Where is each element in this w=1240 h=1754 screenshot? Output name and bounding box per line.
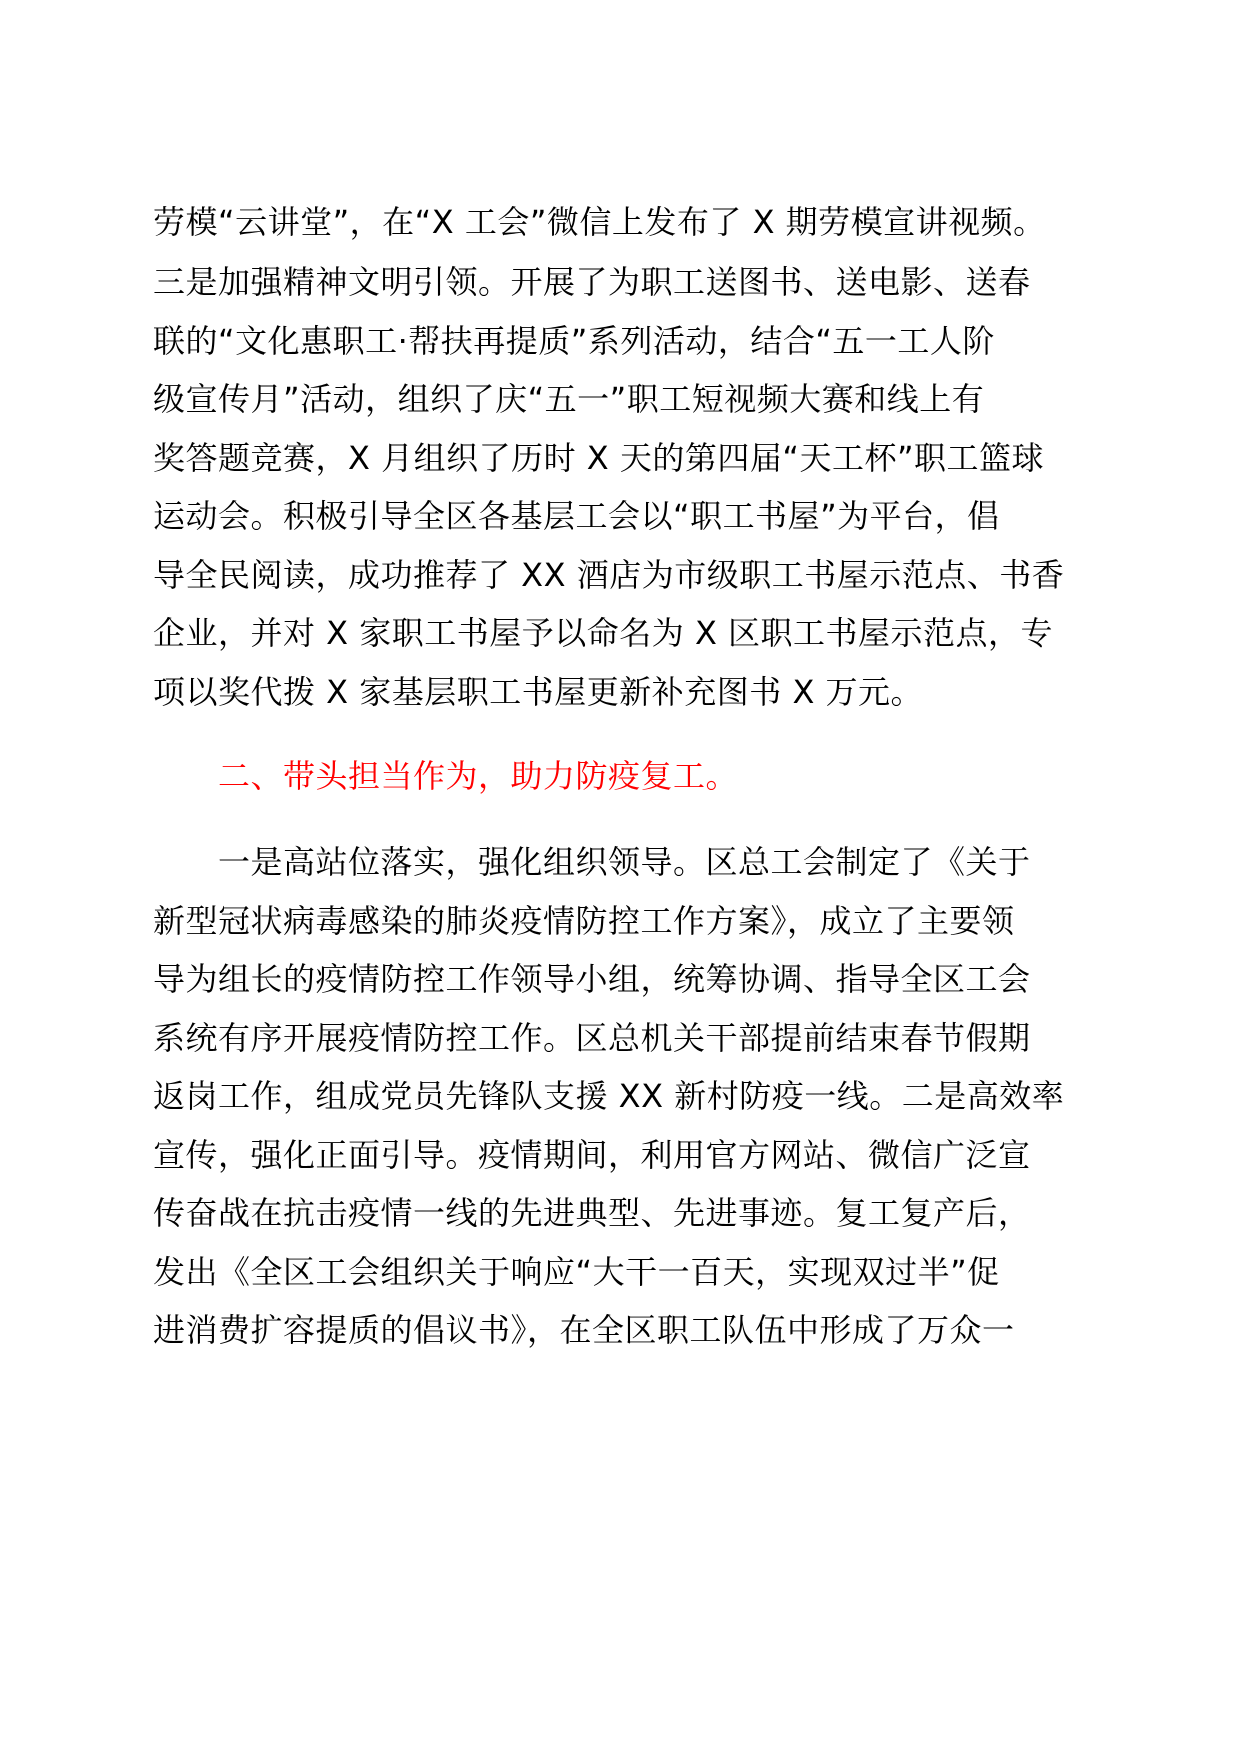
paragraph-line: 返岗工作，组成党员先锋队支援 XX 新村防疫一线。二是高效率 bbox=[153, 1077, 1065, 1115]
paragraph-line: 企业，并对 X 家职工书屋予以命名为 X 区职工书屋示范点，专 bbox=[153, 614, 1054, 652]
paragraph-line: 联的“文化惠职工·帮扶再提质”系列活动，结合“五一工人阶 bbox=[153, 322, 995, 360]
paragraph-line: 劳模“云讲堂”，在“X 工会”微信上发布了 X 期劳模宣讲视频。 bbox=[153, 203, 1046, 241]
paragraph-line: 级宣传月”活动，组织了庆“五一”职工短视频大赛和线上有 bbox=[153, 380, 985, 418]
paragraph-line: 运动会。积极引导全区各基层工会以“职工书屋”为平台，倡 bbox=[153, 497, 1000, 535]
paragraph-line: 奖答题竞赛，X 月组织了历时 X 天的第四届“天工杯”职工篮球 bbox=[153, 439, 1045, 477]
paragraph-line: 新型冠状病毒感染的肺炎疫情防控工作方案》，成立了主要领 bbox=[153, 902, 1015, 940]
paragraph-line: 导全民阅读，成功推荐了 XX 酒店为市级职工书屋示范点、书香 bbox=[153, 556, 1065, 594]
paragraph-line: 项以奖代拨 X 家基层职工书屋更新补充图书 X 万元。 bbox=[153, 673, 924, 711]
paragraph-line: 一是高站位落实，强化组织领导。区总工会制定了《关于 bbox=[218, 843, 1031, 881]
paragraph-line: 导为组长的疫情防控工作领导小组，统筹协调、指导全区工会 bbox=[153, 960, 1031, 998]
paragraph-line: 进消费扩容提质的倡议书》，在全区职工队伍中形成了万众一 bbox=[153, 1311, 1015, 1349]
paragraph-line: 发出《全区工会组织关于响应“大干一百天，实现双过半”促 bbox=[153, 1253, 1000, 1291]
paragraph-line: 系统有序开展疫情防控工作。区总机关干部提前结束春节假期 bbox=[153, 1019, 1031, 1057]
paragraph-line: 宣传，强化正面引导。疫情期间，利用官方网站、微信广泛宣 bbox=[153, 1136, 1031, 1174]
paragraph-line: 传奋战在抗击疫情一线的先进典型、先进事迹。复工复产后， bbox=[153, 1194, 1031, 1232]
paragraph-line: 三是加强精神文明引领。开展了为职工送图书、送电影、送春 bbox=[153, 263, 1031, 301]
section-heading: 二、带头担当作为，助力防疫复工。 bbox=[218, 757, 739, 795]
